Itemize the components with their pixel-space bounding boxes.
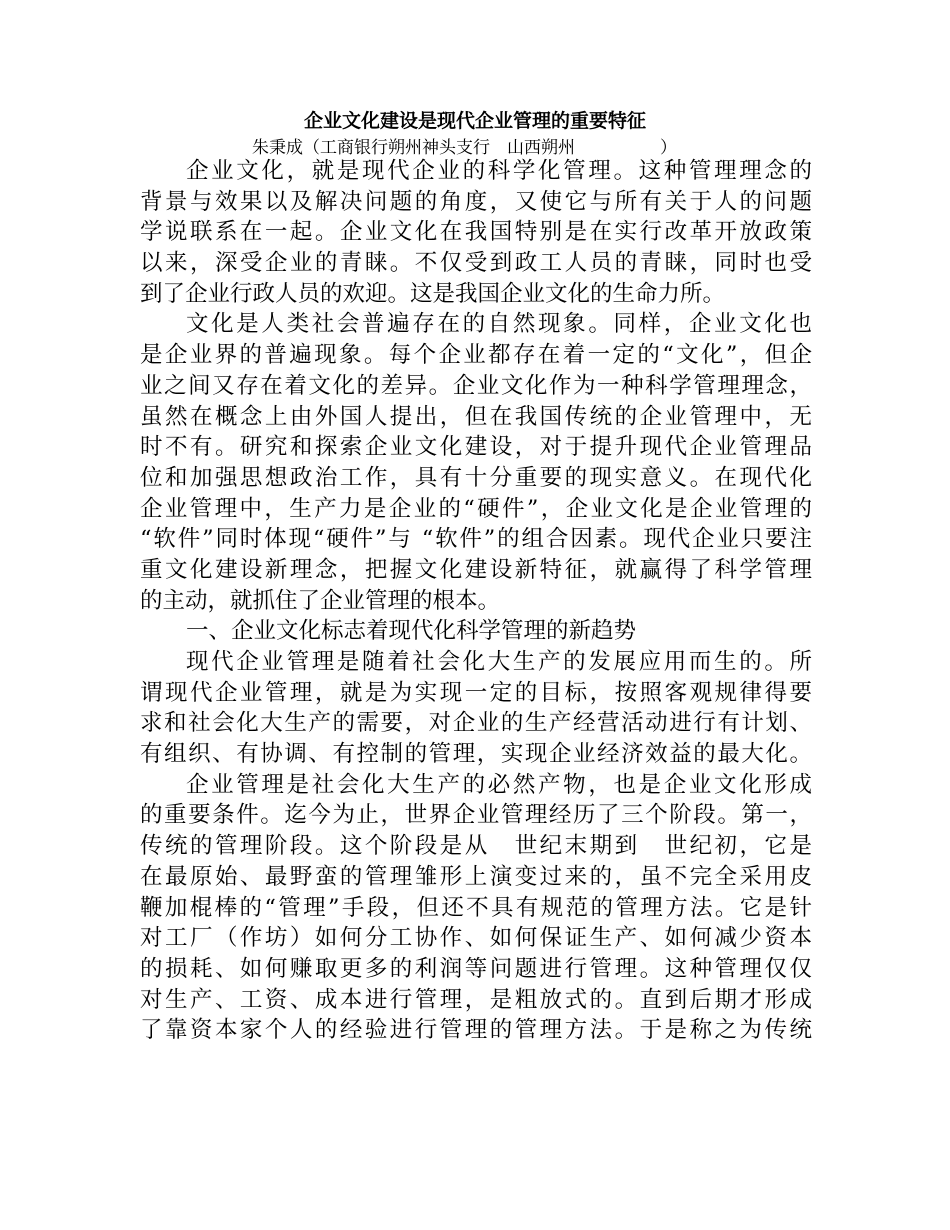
text-line: 对工厂（作坊）如何分工协作、如何保证生产、如何减少资本	[140, 925, 812, 952]
text-line: 是企业界的普遍现象。每个企业都存在着一定的“文化”，但企	[140, 342, 812, 369]
text-line: 有组织、有协调、有控制的管理，实现企业经济效益的最大化。	[140, 741, 812, 768]
text-line: 时不有。研究和探索企业文化建设，对于提升现代企业管理品	[140, 434, 812, 461]
text-line: 学说联系在一起。企业文化在我国特别是在实行改革开放政策	[140, 219, 812, 246]
text-line: 以来，深受企业的青睐。不仅受到政工人员的青睐，同时也受	[140, 250, 812, 277]
text-line: 的损耗、如何赚取更多的利润等问题进行管理。这种管理仅仅	[140, 955, 812, 982]
text-line: 对生产、工资、成本进行管理，是粗放式的。直到后期才形成	[140, 986, 812, 1013]
text-line: 企业管理中，生产力是企业的“硬件”，企业文化是企业管理的	[140, 495, 812, 522]
text-line: 重文化建设新理念，把握文化建设新特征，就赢得了科学管理	[140, 556, 812, 583]
text-line: 的重要条件。迄今为止，世界企业管理经历了三个阶段。第一，	[140, 802, 812, 829]
text-line: “软件”同时体现“硬件”与 “软件”的组合因素。现代企业只要注	[140, 526, 812, 553]
text-line: 求和社会化大生产的需要，对企业的生产经营活动进行有计划、	[140, 710, 812, 737]
text-line: 在最原始、最野蛮的管理雏形上演变过来的，虽不完全采用皮	[140, 863, 812, 890]
text-line: 文化是人类社会普遍存在的自然现象。同样，企业文化也	[186, 311, 812, 338]
author-byline: 朱秉成（工商银行朔州神头支行 山西朔州 ）	[252, 138, 677, 158]
text-line: 谓现代企业管理，就是为实现一定的目标，按照客观规律得要	[140, 679, 812, 706]
document-body	[140, 156, 812, 1046]
text-line: 虽然在概念上由外国人提出，但在我国传统的企业管理中，无	[140, 403, 812, 430]
text-line: 企业文化，就是现代企业的科学化管理。这种管理理念的	[186, 158, 812, 184]
text-line: 一、企业文化标志着现代化科学管理的新趋势	[186, 618, 637, 645]
text-line: 传统的管理阶段。这个阶段是从 世纪末期到 世纪初，它是	[140, 833, 812, 860]
text-line: 了靠资本家个人的经验进行管理的管理方法。于是称之为传统	[140, 1017, 812, 1044]
text-line: 鞭加棍棒的“管理”手段，但还不具有规范的管理方法。它是针	[140, 894, 812, 921]
text-line: 位和加强思想政治工作，具有十分重要的现实意义。在现代化	[140, 464, 812, 491]
document-title: 企业文化建设是现代企业管理的重要特征	[303, 110, 646, 132]
text-line: 背景与效果以及解决问题的角度，又使它与所有关于人的问题	[140, 188, 812, 215]
text-line: 到了企业行政人员的欢迎。这是我国企业文化的生命力所。	[140, 280, 726, 307]
text-line: 的主动，就抓住了企业管理的根本。	[140, 587, 501, 614]
text-line: 现代企业管理是随着社会化大生产的发展应用而生的。所	[186, 649, 812, 675]
text-line: 业之间又存在着文化的差异。企业文化作为一种科学管理理念，	[140, 372, 812, 399]
text-line: 企业管理是社会化大生产的必然产物，也是企业文化形成	[186, 771, 812, 798]
